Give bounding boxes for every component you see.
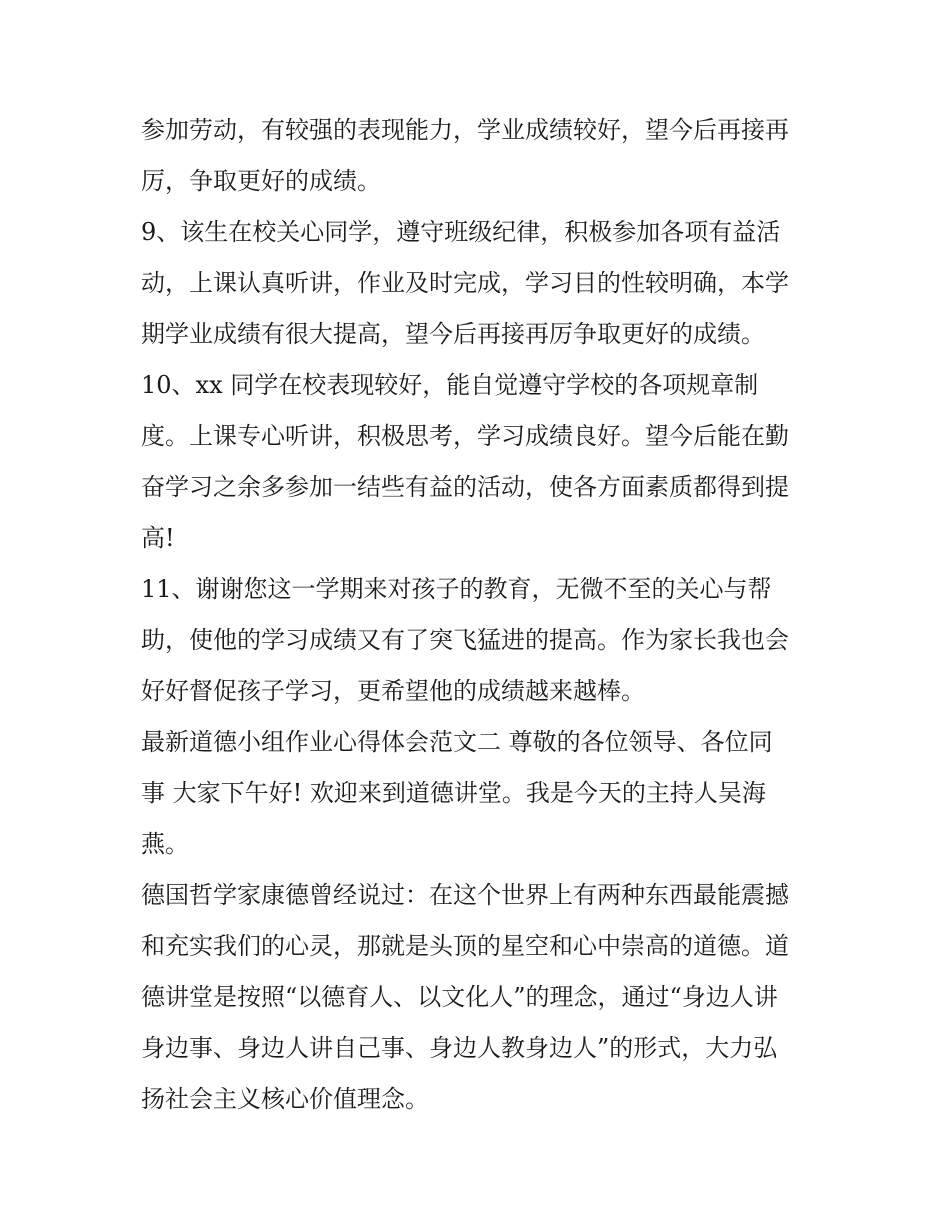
text-line: 度。上课专心听讲，积极思考，学习成绩良好。望今后能在勤 (141, 422, 789, 450)
text-line: 德讲堂是按照“以德育人、以文化人”的理念，通过“身边人讲 (141, 983, 778, 1011)
text-line: 身边事、身边人讲自己事、身边人教身边人”的形式，大力弘 (141, 1034, 778, 1062)
text-line: 事 大家下午好! 欢迎来到道德讲堂。我是今天的主持人吴海 (141, 779, 766, 807)
text-line: 厉，争取更好的成绩。 (141, 167, 381, 195)
text-line: 10、xx 同学在校表现较好，能自觉遵守学校的各项规章制 (141, 371, 759, 399)
text-line: 动，上课认真听讲，作业及时完成，学习目的性较明确，本学 (141, 269, 789, 297)
text-line: 燕。 (141, 830, 189, 858)
text-line: 德国哲学家康德曾经说过：在这个世界上有两种东西最能震撼 (141, 881, 789, 909)
text-line: 和充实我们的心灵，那就是头顶的星空和心中崇高的道德。道 (141, 932, 789, 960)
text-line: 期学业成绩有很大提高，望今后再接再厉争取更好的成绩。 (141, 320, 765, 348)
text-line: 9、该生在校关心同学，遵守班级纪律，积极参加各项有益活 (141, 218, 781, 246)
text-line: 11、谢谢您这一学期来对孩子的教育，无微不至的关心与帮 (141, 575, 772, 603)
text-line: 好好督促孩子学习，更希望他的成绩越来越棒。 (141, 677, 645, 705)
document-body (141, 105, 813, 1125)
text-line: 最新道德小组作业心得体会范文二 尊敬的各位领导、各位同 (141, 728, 773, 756)
text-line: 扬社会主义核心价值理念。 (141, 1085, 429, 1113)
text-line: 高! (141, 524, 175, 552)
text-line: 参加劳动，有较强的表现能力，学业成绩较好，望今后再接再 (141, 116, 789, 144)
text-line: 奋学习之余多参加一结些有益的活动，使各方面素质都得到提 (141, 473, 789, 501)
text-line: 助，使他的学习成绩又有了突飞猛进的提高。作为家长我也会 (141, 626, 789, 654)
